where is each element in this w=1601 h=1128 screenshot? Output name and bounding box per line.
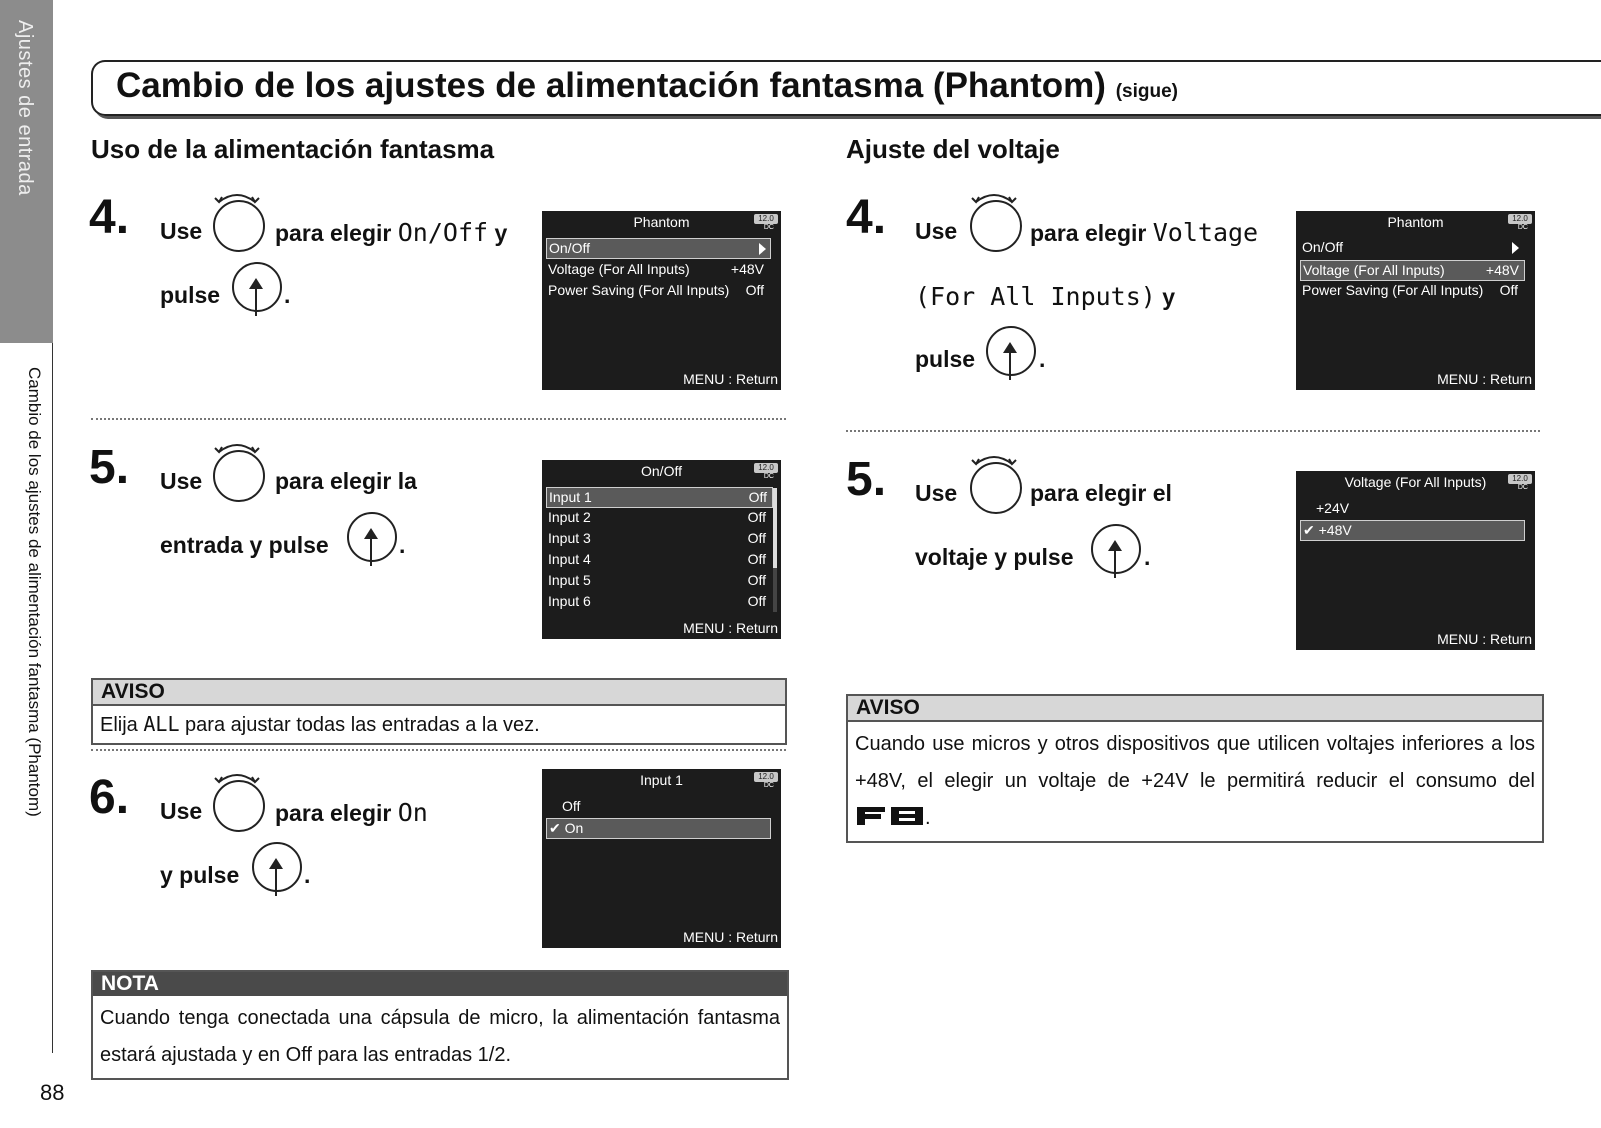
menu-row-onoff[interactable]: On/Off: [546, 238, 771, 259]
screen-title: On/Off: [641, 463, 682, 479]
option-off[interactable]: Off: [562, 798, 581, 814]
list-item[interactable]: Input 1 Off: [546, 487, 773, 508]
right-step5-line2: voltaje y pulse: [915, 544, 1074, 570]
battery-icon: 12.0 DC: [1506, 214, 1532, 230]
list-item[interactable]: Input 4 Off: [548, 551, 766, 567]
dial-icon: [970, 462, 1022, 514]
nota-title: NOTA: [93, 972, 787, 996]
option-on[interactable]: ✔ On: [546, 818, 771, 839]
left-step4-dot: .: [284, 282, 291, 308]
side-tab: [0, 0, 53, 343]
divider: [91, 749, 786, 751]
nota-text: Cuando tenga conectada una cápsula de micro, la alimentación fantasma estará ajustada y en Off para las entradas 1/2.: [100, 1007, 780, 1066]
divider: [91, 418, 786, 420]
screen-footer: MENU : Return: [683, 929, 778, 945]
push-dial-icon: [232, 262, 282, 312]
screen-title: Input 1: [640, 772, 683, 788]
aviso-box-voltage: [846, 694, 1544, 843]
battery-icon: 12.0 DC: [752, 463, 778, 479]
nota-box: [91, 970, 789, 1080]
menu-row-onoff[interactable]: On/Off: [1300, 238, 1523, 257]
aviso-title: AVISO: [93, 680, 785, 706]
left-step5-dot: .: [399, 532, 406, 558]
side-tab-label: Ajustes de entrada: [14, 20, 36, 196]
aviso-box: [91, 678, 787, 745]
left-step6-line2: y pulse: [160, 862, 240, 888]
dial-icon: [213, 780, 265, 832]
left-step5-line2: entrada y pulse: [160, 532, 329, 558]
left-step4-line2: pulse: [160, 282, 221, 308]
screen-footer: MENU : Return: [1437, 371, 1532, 387]
left-heading: Uso de la alimentación fantasma: [91, 134, 495, 164]
screen-footer: MENU : Return: [683, 620, 778, 636]
onoff-screen: [542, 460, 781, 639]
screen-title: Voltage (For All Inputs): [1344, 474, 1487, 490]
battery-icon: 12.0 DC: [752, 214, 778, 230]
aviso-text: Elija ALL para ajustar todas las entradas a la vez.: [100, 712, 540, 736]
left-step5-use: Use: [160, 468, 203, 494]
page-title-text: Cambio de los ajustes de alimentación fantasma (Phantom): [116, 66, 1106, 105]
menu-row-power-saving[interactable]: Power Saving (For All Inputs) Off: [1302, 282, 1518, 298]
menu-row-voltage[interactable]: Voltage (For All Inputs) +48V: [548, 261, 764, 277]
input1-screen: [542, 769, 781, 948]
dial-icon: [970, 200, 1022, 252]
voltage-screen: [1296, 471, 1535, 650]
side-divider: [52, 343, 53, 1053]
left-step4-number: 4.: [89, 191, 130, 244]
list-item[interactable]: Input 5 Off: [548, 572, 766, 588]
submenu-arrow-icon: [1512, 242, 1519, 254]
left-step6-use: Use: [160, 798, 203, 824]
right-step5-number: 5.: [846, 453, 887, 506]
dial-icon: [213, 200, 265, 252]
page-number: 88: [40, 1080, 65, 1105]
push-dial-icon: [1091, 524, 1141, 574]
list-item[interactable]: Input 3 Off: [548, 530, 766, 546]
list-item[interactable]: Input 6 Off: [548, 593, 766, 609]
screen-title: Phantom: [633, 214, 690, 230]
page-title: [116, 66, 1178, 106]
f8-logo-icon: [855, 805, 925, 827]
right-step4-line2: (For All Inputs) y: [915, 282, 1176, 311]
page-title-suffix: (sigue): [1115, 81, 1178, 102]
screen-footer: MENU : Return: [683, 371, 778, 387]
menu-row-power-saving[interactable]: Power Saving (For All Inputs) Off: [548, 282, 764, 298]
dial-icon: [213, 450, 265, 502]
submenu-arrow-icon: [759, 243, 766, 255]
aviso-title: AVISO: [848, 696, 1542, 722]
left-step6-number: 6.: [89, 771, 130, 824]
right-step5-text: para elegir el: [1030, 480, 1172, 506]
option-24v[interactable]: +24V: [1316, 500, 1350, 516]
right-heading: Ajuste del voltaje: [846, 134, 1060, 164]
push-dial-icon: [252, 842, 302, 892]
push-dial-icon: [986, 326, 1036, 376]
right-step5-use: Use: [915, 480, 958, 506]
left-step5-text: para elegir la: [275, 468, 417, 494]
list-item[interactable]: Input 2 Off: [548, 509, 766, 525]
left-step4-text: para elegir On/Off y: [275, 218, 508, 247]
screen-footer: MENU : Return: [1437, 631, 1532, 647]
left-step4-line1: Use: [160, 218, 203, 244]
left-step6-text: para elegir On: [275, 798, 428, 827]
scrollbar[interactable]: [773, 488, 777, 612]
side-section-label: Cambio de los ajustes de alimentación fantasma (Phantom): [25, 367, 44, 817]
left-step6-dot: .: [304, 862, 311, 888]
aviso-text: Cuando use micros y otros dispositivos que utilicen voltajes inferiores a los +48V, el elegir un voltaje de +24V le permitirá reducir el consumo del .: [855, 733, 1535, 829]
right-step4-dot: .: [1039, 346, 1046, 372]
divider: [846, 430, 1540, 432]
battery-icon: 12.0 DC: [752, 772, 778, 788]
option-48v[interactable]: ✔ +48V: [1300, 520, 1525, 541]
phantom-screen: [542, 211, 781, 390]
push-dial-icon: [347, 512, 397, 562]
menu-row-voltage[interactable]: Voltage (For All Inputs) +48V: [1300, 260, 1525, 281]
right-step4-use: Use: [915, 218, 958, 244]
right-step5-dot: .: [1144, 544, 1151, 570]
phantom-screen-voltage: [1296, 211, 1535, 390]
right-step4-line3: pulse: [915, 346, 976, 372]
battery-icon: 12.0 DC: [1506, 474, 1532, 490]
right-step4-text: para elegir Voltage: [1030, 218, 1259, 247]
screen-title: Phantom: [1387, 214, 1444, 230]
right-step4-number: 4.: [846, 191, 887, 244]
left-step5-number: 5.: [89, 441, 130, 494]
